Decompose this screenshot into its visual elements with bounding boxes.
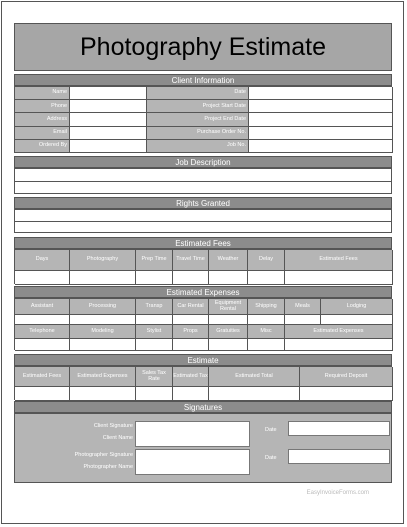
fees-col-delay: Delay xyxy=(248,250,285,271)
fees-travel-time-field[interactable] xyxy=(173,271,209,285)
job-description-line-2[interactable] xyxy=(15,182,392,195)
expense-processing-field[interactable] xyxy=(70,315,136,325)
fees-col-weather: Weather xyxy=(209,250,248,271)
expense-meals-field[interactable] xyxy=(285,315,321,325)
fees-col-prep-time: Prep Time xyxy=(136,250,173,271)
ordered-by-label: Ordered By xyxy=(15,140,70,153)
client-info-grid xyxy=(14,86,392,153)
expense-col-gratuities: Gratuities xyxy=(209,325,248,339)
fees-col-photography: Photography xyxy=(70,250,136,271)
expense-gratuities-field[interactable] xyxy=(209,339,248,351)
fees-weather-field[interactable] xyxy=(209,271,248,285)
email-label: Email xyxy=(15,127,70,140)
estimate-col-estimated-fees: Estimated Fees xyxy=(15,367,70,387)
date-label: Date xyxy=(147,87,249,100)
fees-days-field[interactable] xyxy=(15,271,70,285)
fees-col-days: Days xyxy=(15,250,70,271)
expense-col-lodging: Lodging xyxy=(321,299,393,315)
client-signature-label: Client Signature xyxy=(93,423,133,429)
job-no-label: Job No. xyxy=(147,140,249,153)
rights-granted-lines xyxy=(14,209,392,233)
photographer-date-label: Date xyxy=(265,455,277,461)
photographer-date-field[interactable] xyxy=(288,449,390,464)
fees-delay-field[interactable] xyxy=(248,271,285,285)
project-end-date-field[interactable] xyxy=(249,113,393,126)
fees-prep-time-field[interactable] xyxy=(136,271,173,285)
expense-col-assistant: Assistant xyxy=(15,299,70,315)
expense-props-field[interactable] xyxy=(173,339,209,351)
expense-stylist-field[interactable] xyxy=(136,339,173,351)
estimate-required-deposit-field[interactable] xyxy=(300,387,393,401)
expense-assistant-field[interactable] xyxy=(15,315,70,325)
expense-telephone-field[interactable] xyxy=(15,339,70,351)
signatures-header: Signatures xyxy=(14,401,392,413)
expense-col-estimated-expenses: Estimated Expenses xyxy=(285,325,393,339)
estimate-sales-tax-rate-field[interactable] xyxy=(136,387,173,401)
client-date-label: Date xyxy=(265,427,277,433)
estimate-estimated-expenses-field[interactable] xyxy=(70,387,136,401)
expense-shipping-field[interactable] xyxy=(248,315,285,325)
job-description-lines xyxy=(14,168,392,194)
expense-col-modeling: Modeling xyxy=(70,325,136,339)
expense-col-transp: Transp xyxy=(136,299,173,315)
address-label: Address xyxy=(15,113,70,126)
rights-granted-line-2[interactable] xyxy=(15,222,392,234)
name-label: Name xyxy=(15,87,70,100)
project-start-date-field[interactable] xyxy=(249,100,393,113)
estimated-expenses-header: Estimated Expenses xyxy=(14,286,392,298)
job-description-line-1[interactable] xyxy=(15,169,392,182)
client-signature-field[interactable] xyxy=(135,421,250,447)
estimate-estimated-total-field[interactable] xyxy=(209,387,300,401)
estimate-col-estimated-total: Estimated Total xyxy=(209,367,300,387)
address-field[interactable] xyxy=(70,113,147,126)
date-field[interactable] xyxy=(249,87,393,100)
fees-estimated-fees-field[interactable] xyxy=(285,271,393,285)
photographer-name-label: Photographer Name xyxy=(83,464,133,470)
expense-lodging-field[interactable] xyxy=(321,315,393,325)
expense-transp-field[interactable] xyxy=(136,315,173,325)
rights-granted-header: Rights Granted xyxy=(14,197,392,209)
estimate-col-estimated-tax: Estimated Tax xyxy=(173,367,209,387)
client-name-label: Client Name xyxy=(102,435,133,441)
estimate-col-required-deposit: Required Deposit xyxy=(300,367,393,387)
job-no-field[interactable] xyxy=(249,140,393,153)
estimate-grid xyxy=(14,366,392,400)
page-title: Photography Estimate xyxy=(14,23,392,71)
expense-col-telephone: Telephone xyxy=(15,325,70,339)
client-date-field[interactable] xyxy=(288,421,390,436)
expense-modeling-field[interactable] xyxy=(70,339,136,351)
signatures-section xyxy=(14,413,392,483)
purchase-order-label: Purchase Order No. xyxy=(147,127,249,140)
job-description-header: Job Description xyxy=(14,156,392,168)
expense-equipment-rental-field[interactable] xyxy=(209,315,248,325)
expense-col-processing: Processing xyxy=(70,299,136,315)
expense-col-shipping: Shipping xyxy=(248,299,285,315)
estimated-expenses-grid xyxy=(14,298,392,350)
project-start-date-label: Project Start Date xyxy=(147,100,249,113)
ordered-by-field[interactable] xyxy=(70,140,147,153)
estimate-col-estimated-expenses: Estimated Expenses xyxy=(70,367,136,387)
estimate-header: Estimate xyxy=(14,354,392,366)
estimated-fees-header: Estimated Fees xyxy=(14,237,392,249)
rights-granted-line-1[interactable] xyxy=(15,210,392,222)
fees-col-estimated-fees: Estimated Fees xyxy=(285,250,393,271)
expense-col-equipment-rental: Equipment Rental xyxy=(209,299,248,315)
estimate-estimated-fees-field[interactable] xyxy=(15,387,70,401)
expense-misc-field[interactable] xyxy=(248,339,285,351)
email-field[interactable] xyxy=(70,127,147,140)
purchase-order-field[interactable] xyxy=(249,127,393,140)
client-info-header: Client Information xyxy=(14,74,392,86)
phone-label: Phone xyxy=(15,100,70,113)
expense-col-meals: Meals xyxy=(285,299,321,315)
photographer-signature-field[interactable] xyxy=(135,449,250,475)
expense-col-misc: Misc xyxy=(248,325,285,339)
phone-field[interactable] xyxy=(70,100,147,113)
project-end-date-label: Project End Date xyxy=(147,113,249,126)
fees-col-travel-time: Travel Time xyxy=(173,250,209,271)
fees-photography-field[interactable] xyxy=(70,271,136,285)
photographer-signature-label: Photographer Signature xyxy=(74,452,133,458)
estimate-estimated-tax-field[interactable] xyxy=(173,387,209,401)
footer-credit: EasyInvoiceForms.com xyxy=(306,490,369,496)
estimated-fees-grid xyxy=(14,249,392,284)
expense-car-rental-field[interactable] xyxy=(173,315,209,325)
name-field[interactable] xyxy=(70,87,147,100)
expense-estimated-expenses-field[interactable] xyxy=(285,339,393,351)
expense-col-props: Props xyxy=(173,325,209,339)
expense-col-car-rental: Car Rental xyxy=(173,299,209,315)
expense-col-stylist: Stylist xyxy=(136,325,173,339)
estimate-col-sales-tax-rate: Sales Tax Rate xyxy=(136,367,173,387)
